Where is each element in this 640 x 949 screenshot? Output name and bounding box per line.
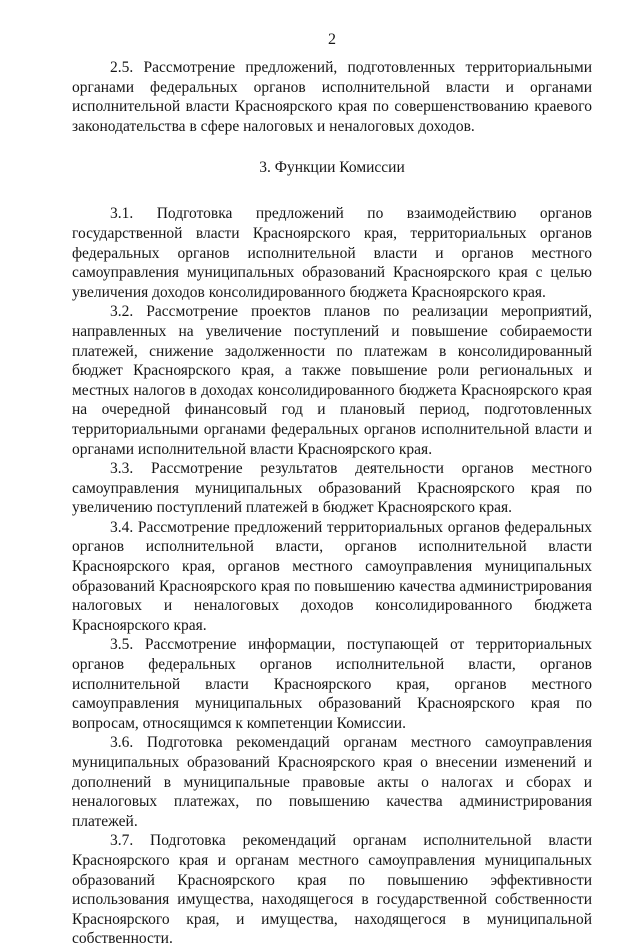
page-number: 2: [328, 31, 336, 48]
paragraph-3-7: 3.7. Подготовка рекомендаций органам исполнительной власти Красноярского края и органам местного самоуправления муниципальных образований Красноярского края по повышению эффективности использования имущества, находящегося в государственной собственности Красноярского края, и имущества, находящегося в муниципальной собственности.: [72, 832, 592, 948]
paragraph-3-6: 3.6. Подготовка рекомендаций органам местного самоуправления муниципальных образований Красноярского края о внесении изменений и дополнений в муниципальные правовые акты о налогах и сборах и неналоговых платежах, по повышению качества администрирования платежей.: [72, 734, 592, 830]
document-page: [72, 30, 592, 949]
paragraph-3-4: 3.4. Рассмотрение предложений территориальных органов федеральных органов исполнительной власти, органов исполнительной власти Красноярского края, органов местного самоуправления муниципальных образований Красноярского края по повышению качества администрирования налоговых и неналоговых доходов консолидированного бюджета Красноярского края.: [72, 518, 592, 634]
section-title: 3. Функции Комиссии: [259, 159, 405, 177]
paragraph-3-1: 3.1. Подготовка предложений по взаимодействию органов государственной власти Красноярского края, территориальных органов федеральных органов исполнительной власти и органов местного самоуправления муниципальных образований Красноярского края с целью увеличения доходов консолидированного бюджета Красноярского края.: [72, 205, 592, 301]
paragraph-2-5: 2.5. Рассмотрение предложений, подготовленных территориальными органами федеральных органов исполнительной власти и органами исполнительной власти Красноярского края по совершенствованию краевого законодательства в сфере налоговых и неналоговых доходов.: [72, 59, 592, 135]
paragraph-3-5: 3.5. Рассмотрение информации, поступающей от территориальных органов федеральных органов исполнительной власти, органов исполнительной власти Красноярского края, органов местного самоуправления муниципальных образований Красноярского края по вопросам, относящимся к компетенции Комиссии.: [72, 636, 592, 732]
paragraph-3-3: 3.3. Рассмотрение результатов деятельности органов местного самоуправления муниципальных образований Красноярского края по увеличению поступлений платежей в бюджет Красноярского края.: [72, 460, 592, 517]
paragraph-3-2: 3.2. Рассмотрение проектов планов по реализации мероприятий, направленных на увеличение поступлений и повышение собираемости платежей, снижение задолженности по платежам в консолидированный бюджет Красноярского края, а также повышение роли региональных и местных налогов в доходах консолидированного бюджета Красноярского края на очередной финансовый год и плановый период, подготовленных территориальными органами федеральных органов исполнительной власти и органами исполнительной власти Красноярского края.: [72, 303, 592, 458]
